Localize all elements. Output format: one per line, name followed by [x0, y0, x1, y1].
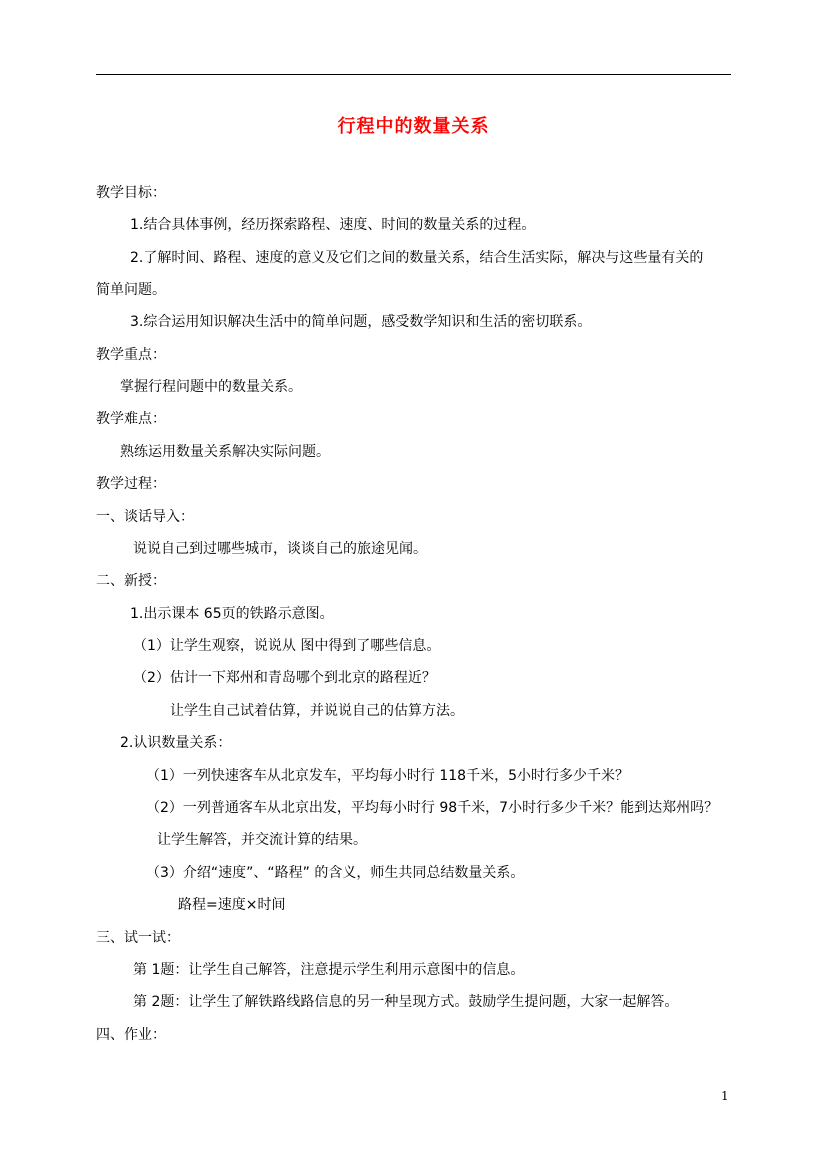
formula-text: 路程=速度×时间: [178, 897, 286, 913]
step-3-item-2: 第 2题：让学生了解铁路线路信息的另一种呈现方式。鼓励学生提问题，大家一起解答。: [133, 994, 679, 1010]
objective-3: 3.综合运用知识解决生活中的简单问题，感受数学知识和生活的密切联系。: [130, 314, 592, 330]
header-rule: [96, 74, 731, 75]
page-title: 行程中的数量关系: [337, 116, 490, 137]
objective-2-continued: 简单问题。: [96, 282, 166, 298]
step-2-item-1b: （2）估计一下郑州和青岛哪个到北京的路程近？: [133, 670, 436, 686]
section-heading-difficulties: 教学难点：: [96, 411, 166, 427]
difficulty-text: 熟练运用数量关系解决实际问题。: [120, 444, 330, 460]
step-3-item-1: 第 1题：让学生自己解答，注意提示学生利用示意图中的信息。: [133, 962, 525, 978]
page-number: 1: [721, 1089, 729, 1103]
step-2-item-2: 2.认识数量关系：: [120, 735, 232, 751]
step-2-item-1: 1.出示课本 65页的铁路示意图。: [130, 606, 334, 622]
objective-1: 1.结合具体事例，经历探索路程、速度、时间的数量关系的过程。: [130, 217, 536, 233]
step-2-item-2b: （2）一列普通客车从北京出发，平均每小时行 98千米，7小时行多少千米？能到达郑州吗？: [146, 800, 719, 816]
step-2-item-2b-note: 让学生解答，并交流计算的结果。: [157, 832, 367, 848]
section-heading-objectives: 教学目标：: [96, 185, 166, 201]
step-2-item-2c: （3）介绍“速度”、“路程” 的含义，师生共同总结数量关系。: [146, 865, 525, 881]
step-2-item-1b-note: 让学生自己试着估算，并说说自己的估算方法。: [170, 703, 464, 719]
section-heading-key-points: 教学重点：: [96, 347, 166, 363]
step-2-heading: 二、新授：: [96, 573, 166, 589]
step-2-item-2a: （1）一列快速客车从北京发车，平均每小时行 118千米，5小时行多少千米？: [146, 768, 629, 784]
step-1-text: 说说自己到过哪些城市，谈谈自己的旅途见闻。: [133, 541, 427, 557]
section-heading-process: 教学过程：: [96, 476, 166, 492]
step-2-item-1a: （1）让学生观察，说说从 图中得到了哪些信息。: [133, 638, 441, 654]
step-3-heading: 三、试一试：: [96, 930, 180, 946]
key-point-text: 掌握行程问题中的数量关系。: [120, 379, 302, 395]
objective-2: 2.了解时间、路程、速度的意义及它们之间的数量关系，结合生活实际，解决与这些量有关的: [130, 250, 704, 266]
step-4-heading: 四、作业：: [96, 1027, 166, 1043]
step-1-heading: 一、谈话导入：: [96, 509, 194, 525]
